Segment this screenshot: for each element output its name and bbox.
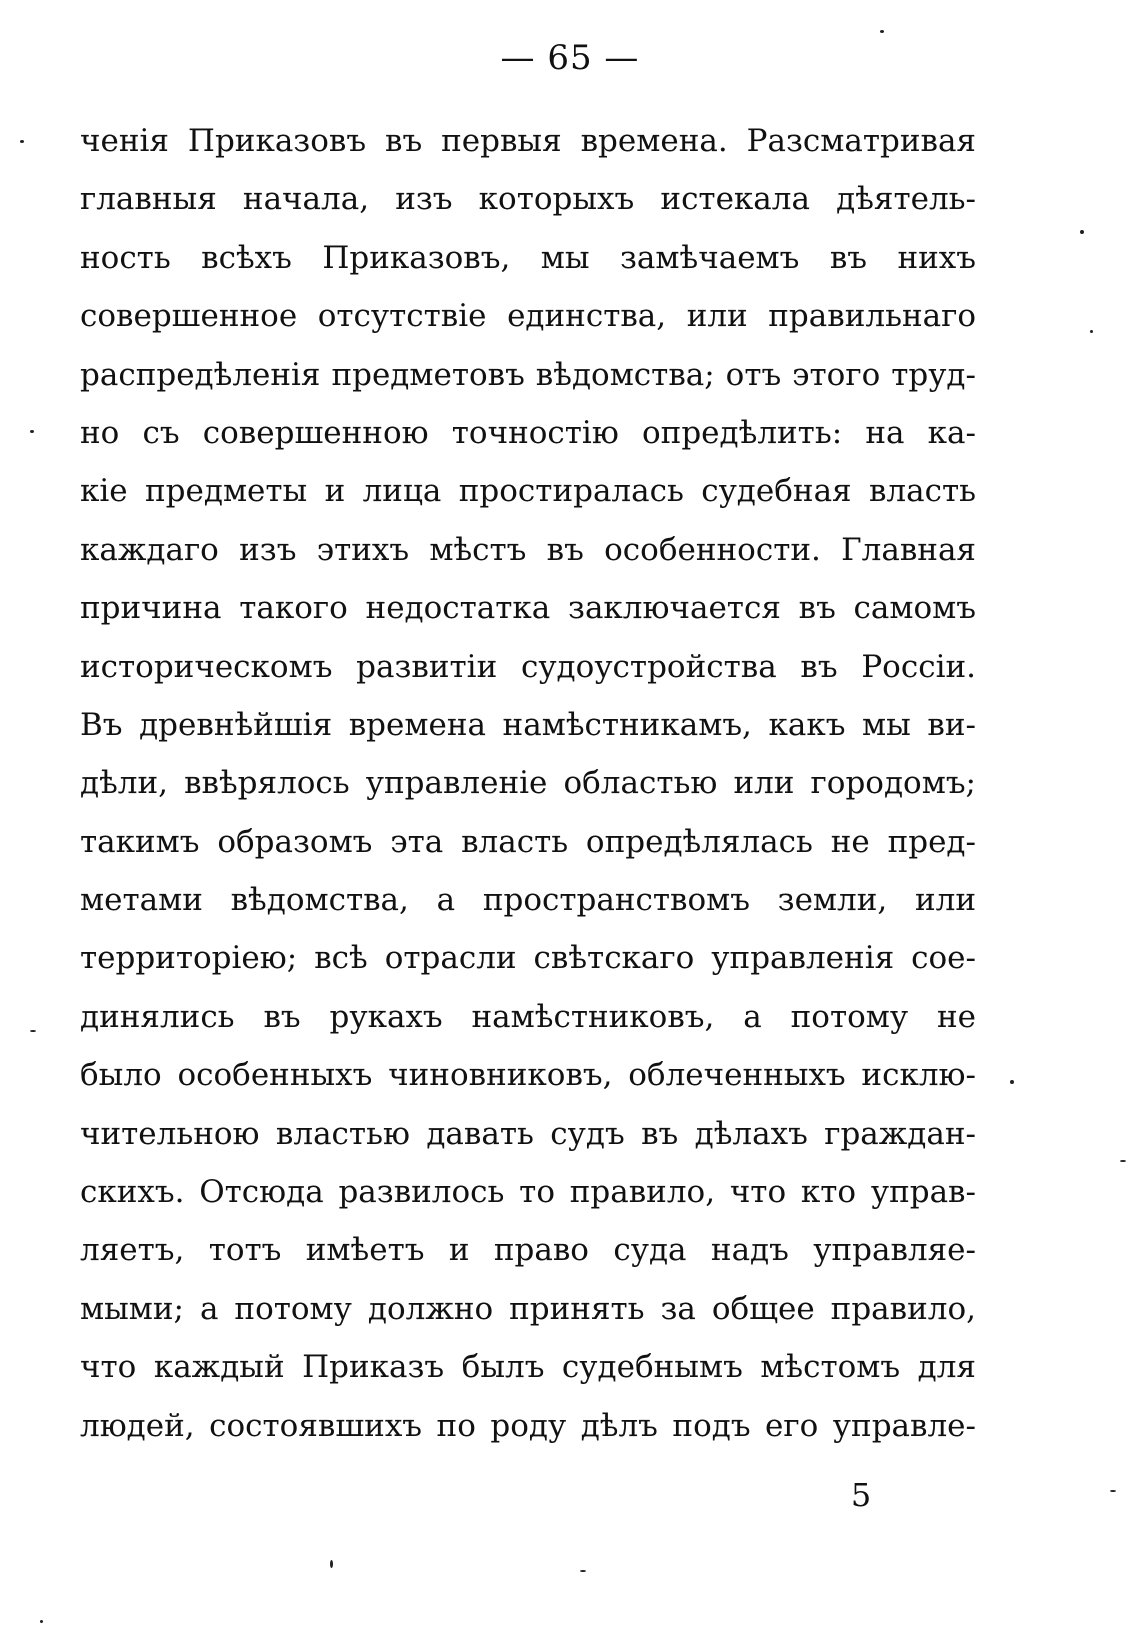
signature-mark: 5 [850,1476,872,1514]
text-line: ляетъ, тотъ имѣетъ и право суда надъ управляе- [80,1232,976,1269]
scan-speck [1010,1080,1014,1084]
text-line: мыми; а потому должно принять за общее правило, [80,1290,976,1327]
page-number: — 65 — [500,38,640,78]
text-line: совершенное отсутствіе единства, или правильнаго [80,298,976,335]
text-line: Въ древнѣйшія времена намѣстникамъ, какъ мы ви- [80,706,976,743]
scan-speck [30,430,34,433]
text-line: динялись въ рукахъ намѣстниковъ, а потому не [80,998,976,1035]
text-line: каждаго изъ этихъ мѣстъ въ особенности. Главная [80,531,976,568]
scan-speck [1120,1160,1126,1162]
text-line: скихъ. Отсюда развилось то правило, что кто управ- [80,1174,976,1211]
scan-speck [1090,330,1093,333]
text-line: но съ совершенною точностію опредѣлить: на ка- [80,414,976,451]
text-line: причина такого недостатка заключается въ самомъ [80,590,976,627]
text-line: кіе предметы и лица простиралась судебная власть [80,473,976,510]
scan-speck [1080,230,1084,234]
scan-speck [40,1620,43,1623]
text-line: ченія Приказовъ въ первыя времена. Разсматривая [80,123,976,159]
scan-speck [20,140,24,143]
scan-speck [1110,1490,1116,1492]
text-line: такимъ образомъ эта власть опредѣлялась не пред- [80,823,976,860]
text-line: историческомъ развитіи судоустройства въ Россіи. [80,648,976,685]
text-line: территоріею; всѣ отрасли свѣтскаго управленія сое- [80,940,976,977]
text-line: чительною властью давать судъ въ дѣлахъ граждан- [80,1115,976,1152]
text-line: главныя начала, изъ которыхъ истекала дѣятель- [80,181,976,218]
scan-speck [330,1560,333,1568]
text-line: распредѣленія предметовъ вѣдомства; отъ этого труд- [80,356,976,393]
text-line: метами вѣдомства, а пространствомъ земли, или [80,882,976,919]
scan-speck [580,1570,586,1572]
scan-speck [30,1030,36,1032]
body-text [80,112,976,1455]
text-line: ность всѣхъ Приказовъ, мы замѣчаемъ въ нихъ [80,239,976,276]
text-line: что каждый Приказъ былъ судебнымъ мѣстомъ для [80,1349,976,1386]
text-line: было особенныхъ чиновниковъ, облеченныхъ исклю- [80,1057,976,1094]
text-line: людей, состоявшихъ по роду дѣлъ подъ его управле- [80,1407,976,1444]
scan-speck [880,30,884,33]
text-line: дѣли, ввѣрялось управленіе областью или городомъ; [80,765,976,802]
